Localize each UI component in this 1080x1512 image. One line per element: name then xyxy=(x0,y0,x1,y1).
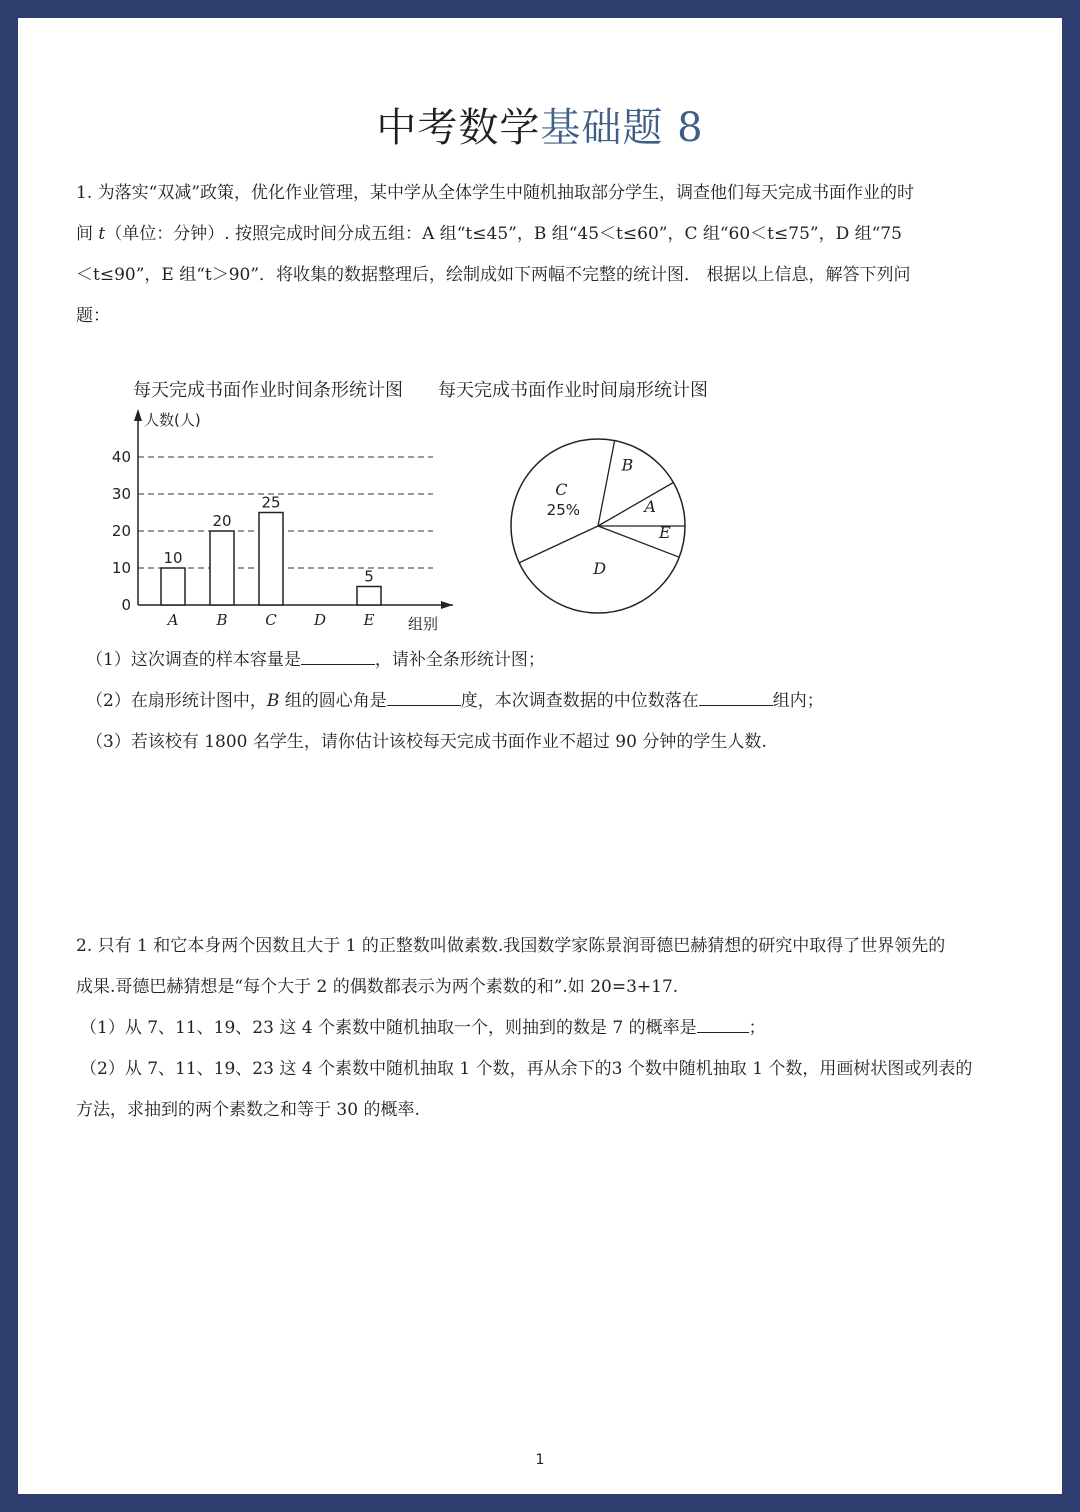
q1-line-1: 1. 为落实“双减”政策，优化作业管理，某中学从全体学生中随机抽取部分学生，调查他们每天完成书面作业的时 xyxy=(76,183,915,203)
q1-sub-1-b: ，请补全条形统计图； xyxy=(374,650,545,670)
q1-line-3: ＜t≤90”，E 组“t＞90”．将收集的数据整理后，绘制成如下两幅不完整的统计图． 根据以上信息，解答下列问 xyxy=(76,265,911,285)
q2-sub-2-line-2: 方法，求抽到的两个素数之和等于 30 的概率. xyxy=(76,1100,420,1120)
pie-chart xyxy=(511,439,685,613)
worksheet-page xyxy=(18,18,1062,1494)
pie-label-A: A xyxy=(644,497,656,517)
q1-line-4: 题： xyxy=(76,306,110,326)
page-title xyxy=(18,96,1062,153)
q1-sub-2-a: （2）在扇形统计图中， xyxy=(86,691,267,711)
q2-sub-1-a: （1）从 7、11、19、23 这 4 个素数中随机抽取一个，则抽到的数是 7 的概率是 xyxy=(80,1018,697,1038)
q1-sub-2 xyxy=(86,681,1016,722)
bar-data-label-B: 20 xyxy=(212,512,232,530)
q2-sub-1 xyxy=(76,1008,1006,1049)
bar-data-label-C: 25 xyxy=(261,493,281,512)
y-tick-label: 40 xyxy=(111,448,131,466)
q1-line-2 xyxy=(76,214,1006,255)
bar-C xyxy=(259,513,283,606)
q2-sub-1-b: ； xyxy=(748,1018,766,1038)
q1-sub-2-d: 度，本次调查数据的中位数落在 xyxy=(460,691,699,711)
question-2 xyxy=(76,926,1006,1131)
title-part-1: 中考数学 xyxy=(376,105,541,151)
category-label-E: E xyxy=(363,611,375,629)
pie-label-C: C xyxy=(555,480,568,500)
question-1-stem xyxy=(76,173,1006,337)
title-part-2: 基础题 8 xyxy=(540,105,704,151)
q2-line-1: 2. 只有 1 和它本身两个因数且大于 1 的正整数叫做素数.我国数学家陈景润哥德巴赫猜想的研究中取得了世界领先的 xyxy=(76,936,946,956)
answer-blank-1[interactable] xyxy=(301,644,375,665)
q2-sub-2-line-1: （2）从 7、11、19、23 这 4 个素数中随机抽取 1 个数，再从余下的3 个数中随机抽取 1 个数，用画树状图或列表的 xyxy=(80,1059,973,1079)
charts-svg xyxy=(93,363,773,653)
bar-E xyxy=(357,587,381,606)
q2-line-2: 成果.哥德巴赫猜想是“每个大于 2 的偶数都表示为两个素数的和”.如 20=3+17. xyxy=(76,977,679,997)
pie-label-E: E xyxy=(658,522,671,542)
y-tick-label: 30 xyxy=(111,485,131,503)
y-axis-label: 人数(人) xyxy=(144,411,201,429)
category-label-A: A xyxy=(167,611,179,629)
q1-sub-2-b: B xyxy=(266,691,280,711)
q1-var-t: t xyxy=(98,224,106,244)
pie-percent-C: 25% xyxy=(546,501,581,520)
q1-line-2-a: 间 xyxy=(76,224,99,244)
charts-area xyxy=(93,363,773,653)
q1-sub-1 xyxy=(86,640,1016,681)
y-tick-label: 0 xyxy=(121,596,131,614)
q1-sub-1-a: （1）这次调查的样本容量是 xyxy=(86,650,301,670)
page-number: 1 xyxy=(535,1452,545,1468)
q1-line-2-c: A 组“t≤45”，B 组“45＜t≤60”，C 组“60＜t≤75”，D 组“75 xyxy=(422,224,902,244)
category-label-D: D xyxy=(313,611,327,629)
pie-label-D: D xyxy=(593,558,607,578)
q1-sub-2-e: 组内； xyxy=(772,691,824,711)
y-axis-arrow xyxy=(134,409,142,421)
category-label-B: B xyxy=(216,611,228,629)
bar-chart-title: 每天完成书面作业时间条形统计图 xyxy=(133,380,403,401)
pie-label-B: B xyxy=(621,455,634,475)
x-axis-label: 组别 xyxy=(408,615,439,633)
bar-A xyxy=(161,568,185,605)
bar-B xyxy=(210,531,234,605)
q1-sub-2-c: 组的圆心角是 xyxy=(279,691,387,711)
category-label-C: C xyxy=(265,611,277,629)
pie-chart-title: 每天完成书面作业时间扇形统计图 xyxy=(438,380,708,401)
q1-sub-3: （3）若该校有 1800 名学生，请你估计该校每天完成书面作业不超过 90 分钟的学生人数. xyxy=(86,732,767,752)
answer-blank-4[interactable] xyxy=(697,1012,749,1033)
answer-blank-3[interactable] xyxy=(699,685,773,706)
answer-blank-2[interactable] xyxy=(387,685,461,706)
q1-line-2-b: （单位：分钟）. 按照完成时间分成五组： xyxy=(105,224,423,244)
question-1-subs xyxy=(86,640,1016,763)
x-axis-arrow xyxy=(441,601,453,609)
y-tick-label: 20 xyxy=(111,522,131,540)
bar-data-label-E: 5 xyxy=(364,567,374,586)
y-tick-label: 10 xyxy=(111,559,131,577)
bar-chart xyxy=(112,409,453,633)
bar-data-label-A: 10 xyxy=(163,549,183,567)
